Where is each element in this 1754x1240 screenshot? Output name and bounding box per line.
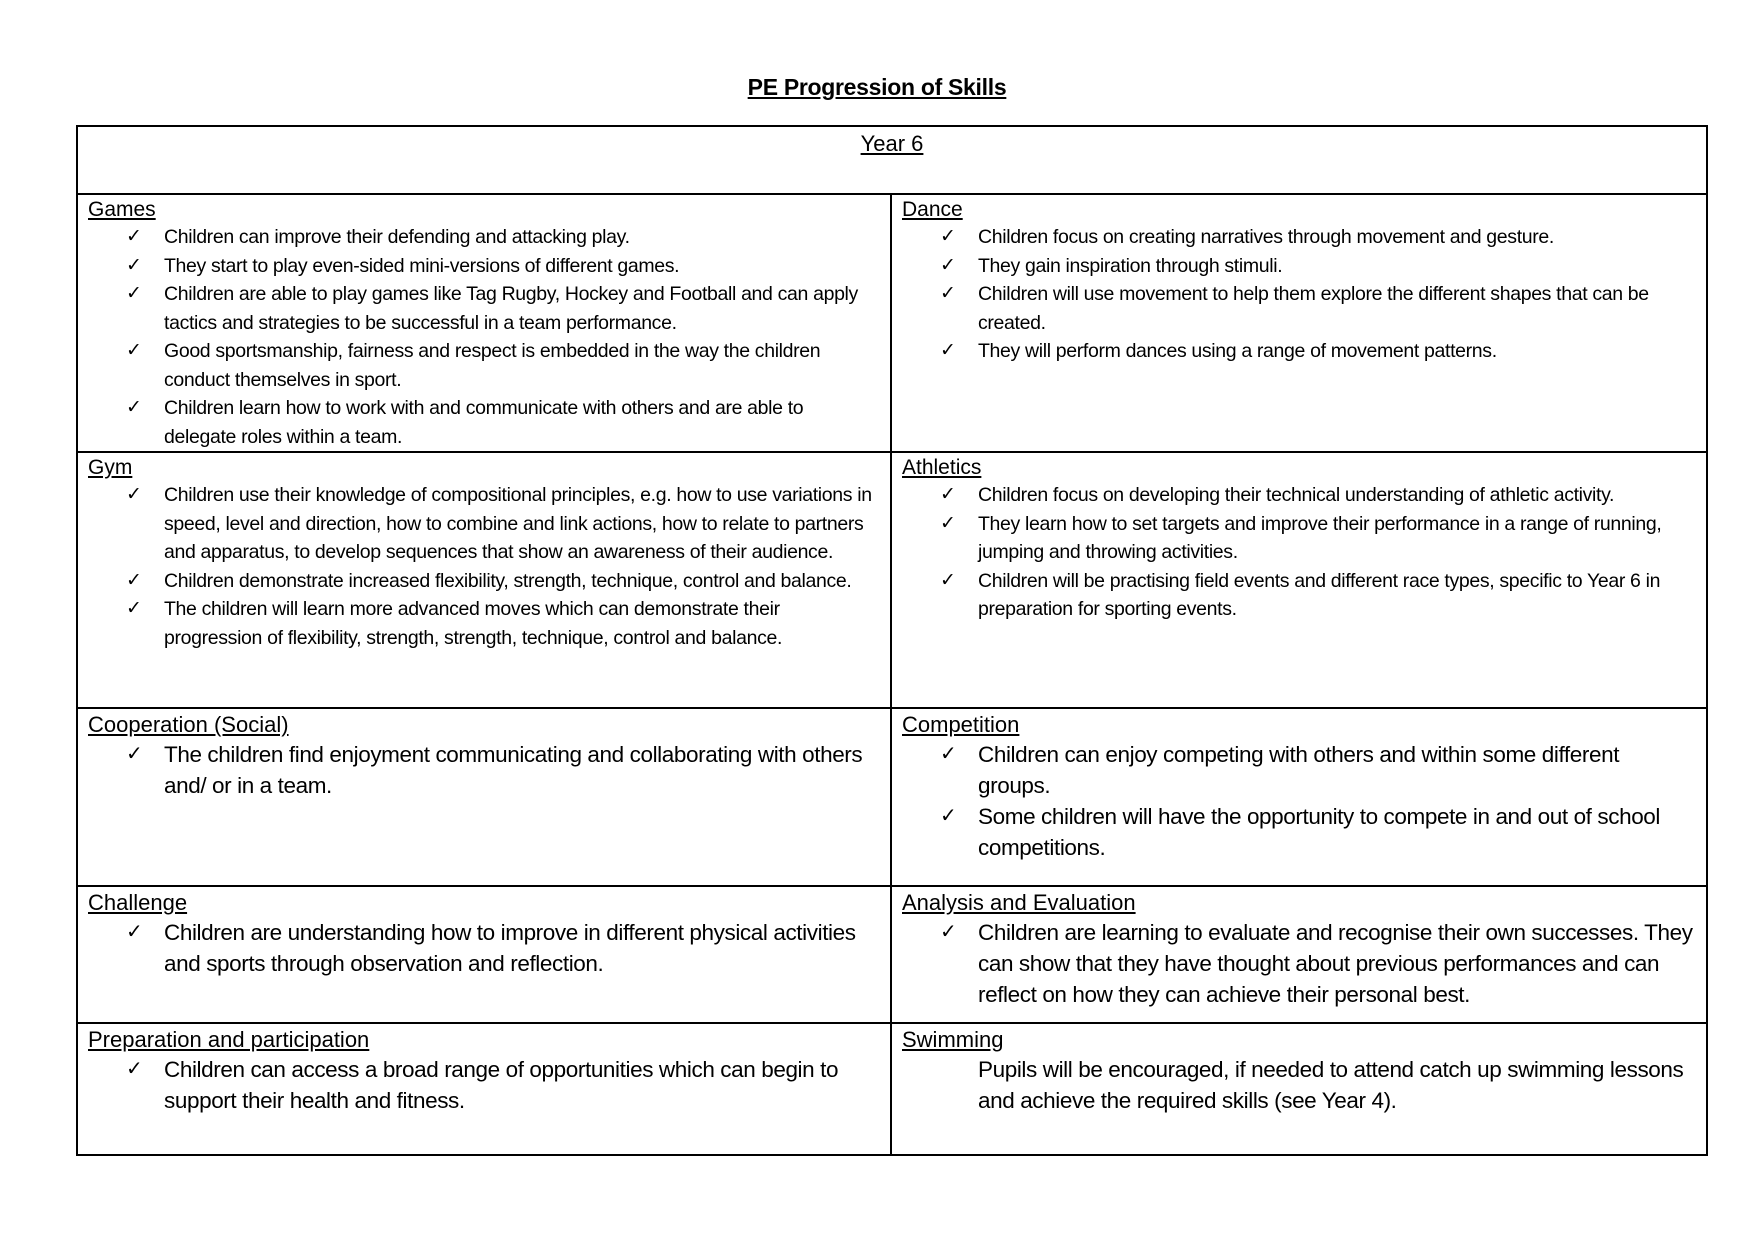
- section-heading: Gym: [88, 456, 133, 479]
- list-item: [88, 917, 880, 979]
- check-icon: ✓: [940, 743, 957, 765]
- section-heading: Athletics: [902, 456, 982, 479]
- table-row: [77, 708, 1707, 886]
- section-heading: Analysis and Evaluation: [902, 890, 1136, 915]
- list-item-text: Children can enjoy competing with others and within some different groups.: [978, 742, 1620, 798]
- list-item-text: Some children will have the opportunity to compete in and out of school competitions.: [978, 804, 1661, 860]
- section-heading: Dance: [902, 198, 963, 221]
- skills-list: [88, 481, 880, 652]
- list-item: [902, 481, 1696, 510]
- skills-list: [88, 917, 880, 979]
- table-row: [77, 886, 1707, 1023]
- check-icon: ✓: [126, 226, 142, 247]
- section-heading: Competition: [902, 712, 1020, 737]
- skills-list: [88, 223, 880, 451]
- check-icon: ✓: [940, 226, 956, 247]
- list-item: [88, 394, 880, 451]
- check-icon: ✓: [126, 340, 142, 361]
- list-item: [902, 510, 1696, 567]
- section-competition: [891, 708, 1707, 886]
- check-icon: ✓: [126, 254, 142, 276]
- list-item-text: The children find enjoyment communicating and collaborating with others and/ or in a team.: [164, 742, 863, 798]
- list-item: [88, 739, 880, 801]
- section-cooperation: [77, 708, 891, 886]
- skills-list: [88, 1054, 880, 1116]
- year-label: Year 6: [860, 131, 924, 156]
- list-item: [88, 252, 880, 281]
- list-item: [902, 337, 1696, 366]
- skills-list: [902, 481, 1696, 624]
- list-item-text: Children are understanding how to improve in different physical activities and sports through observation and reflection.: [164, 920, 856, 976]
- check-icon: ✓: [940, 921, 957, 943]
- list-item-text: Children will use movement to help them explore the different shapes that can be created.: [978, 283, 1649, 334]
- list-item: [88, 1054, 880, 1116]
- list-item-text: Children use their knowledge of compositional principles, e.g. how to use variations in speed, level and direction, how to combine and link actions, how to relate to partners and apparatus, to develop sequences that show an awareness of their audience.: [164, 484, 872, 563]
- check-icon: ✓: [940, 340, 956, 361]
- section-heading: Cooperation (Social): [88, 712, 289, 737]
- section-athletics: [891, 452, 1707, 708]
- year-cell: [77, 126, 1707, 194]
- skills-list: [902, 917, 1696, 1010]
- section-heading: Games: [88, 198, 156, 221]
- section-preparation: [77, 1023, 891, 1155]
- list-item-text: Children are learning to evaluate and recognise their own successes. They can show that they have thought about previous performances and can reflect on how they can achieve their personal best.: [978, 920, 1693, 1007]
- list-item-text: Children will be practising field events and different race types, specific to Year 6 in preparation for sporting events.: [978, 569, 1661, 620]
- list-item-text: Children can improve their defending and attacking play.: [164, 226, 630, 248]
- section-heading: Challenge: [88, 890, 188, 915]
- section-heading: Swimming: [902, 1027, 1004, 1052]
- list-item-text: The children will learn more advanced moves which can demonstrate their progression of flexibility, strength, strength, technique, control and balance.: [164, 598, 783, 649]
- list-item: [902, 739, 1696, 801]
- list-item-text: Children focus on developing their technical understanding of athletic activity.: [978, 484, 1615, 506]
- section-swimming: [891, 1023, 1707, 1155]
- check-icon: ✓: [126, 283, 142, 304]
- list-item: [88, 280, 880, 337]
- check-icon: ✓: [126, 743, 143, 765]
- list-item-text: They will perform dances using a range of movement patterns.: [978, 340, 1497, 362]
- section-challenge: [77, 886, 891, 1023]
- list-item: [902, 280, 1696, 337]
- list-item-text: Children learn how to work with and communicate with others and are able to delegate roles within a team.: [164, 397, 804, 448]
- check-icon: ✓: [126, 569, 142, 591]
- year-row: [77, 126, 1707, 194]
- section-games: [77, 194, 891, 452]
- list-item: [902, 567, 1696, 624]
- list-item-text: They gain inspiration through stimuli.: [978, 254, 1283, 277]
- section-heading: Preparation and participation: [88, 1027, 370, 1052]
- check-icon: ✓: [940, 569, 956, 591]
- list-item: [902, 252, 1696, 281]
- list-item: [902, 801, 1696, 863]
- skills-list: [902, 223, 1696, 366]
- list-item: [88, 481, 880, 567]
- check-icon: ✓: [126, 1058, 143, 1080]
- skills-list: [902, 739, 1696, 863]
- skills-list: [88, 739, 880, 801]
- list-item: [902, 917, 1696, 1010]
- table-row: [77, 452, 1707, 708]
- table-row: [77, 1023, 1707, 1155]
- list-item-text: Children focus on creating narratives through movement and gesture.: [978, 226, 1554, 248]
- table-row: [77, 194, 1707, 452]
- swimming-text: Pupils will be encouraged, if needed to attend catch up swimming lessons and achieve the required skills (see Year 4).: [978, 1057, 1684, 1113]
- check-icon: ✓: [940, 254, 956, 276]
- list-item-text: Children are able to play games like Tag Rugby, Hockey and Football and can apply tactics and strategies to be successful in a team performance.: [164, 283, 858, 334]
- list-item: [88, 595, 880, 652]
- list-item-text: They learn how to set targets and improve their performance in a range of running, jumping and throwing activities.: [978, 512, 1662, 563]
- document-title: PE Progression of Skills: [747, 74, 1007, 100]
- check-icon: ✓: [126, 397, 142, 418]
- check-icon: ✓: [940, 805, 957, 827]
- check-icon: ✓: [126, 484, 142, 505]
- list-item-text: Children can access a broad range of opportunities which can begin to support their health and fitness.: [164, 1057, 839, 1113]
- list-item: [88, 223, 880, 252]
- list-item-text: Good sportsmanship, fairness and respect is embedded in the way the children conduct themselves in sport.: [164, 340, 821, 391]
- list-item: [88, 567, 880, 596]
- check-icon: ✓: [126, 598, 142, 619]
- list-item: [902, 223, 1696, 252]
- section-analysis: [891, 886, 1707, 1023]
- skills-table: [76, 125, 1708, 1156]
- check-icon: ✓: [940, 283, 956, 304]
- check-icon: ✓: [940, 484, 956, 505]
- check-icon: ✓: [940, 512, 956, 534]
- list-item: [88, 337, 880, 394]
- section-gym: [77, 452, 891, 708]
- check-icon: ✓: [126, 921, 143, 943]
- list-item-text: They start to play even-sided mini-versions of different games.: [164, 254, 680, 277]
- section-dance: [891, 194, 1707, 452]
- list-item-text: Children demonstrate increased flexibility, strength, technique, control and balance.: [164, 569, 852, 592]
